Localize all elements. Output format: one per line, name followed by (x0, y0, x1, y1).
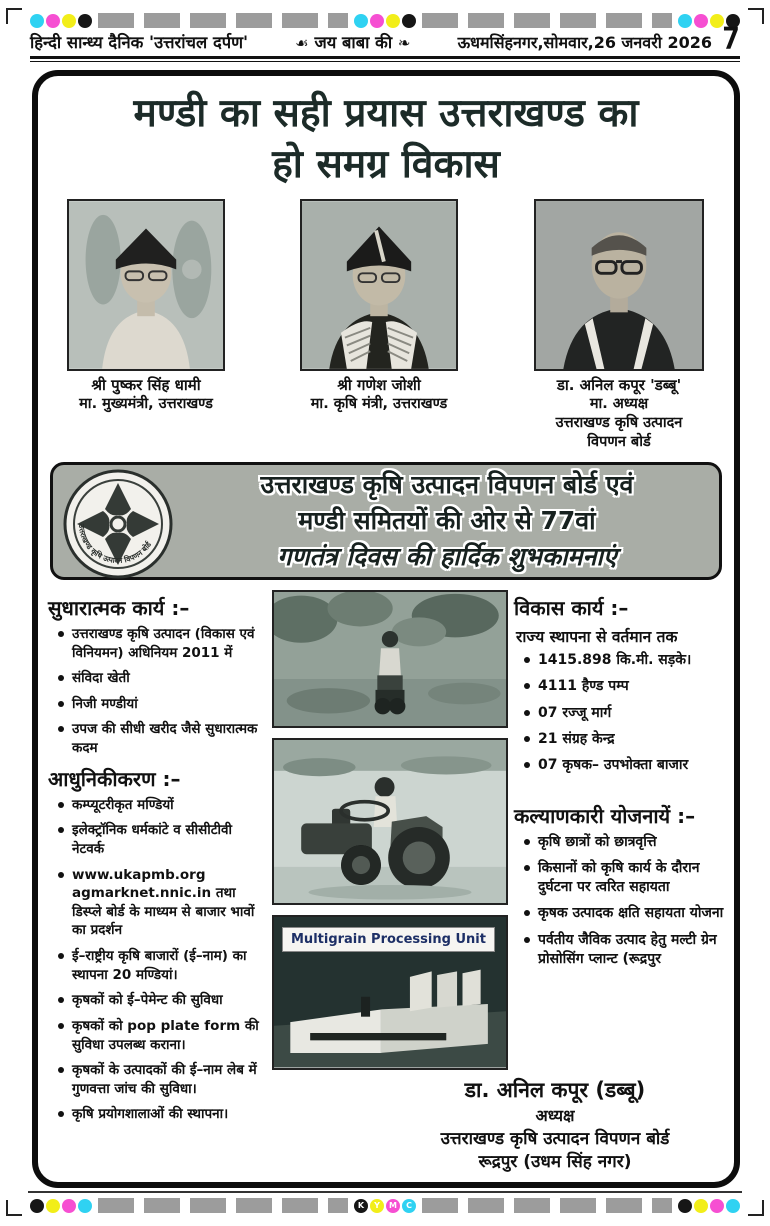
list-item: किसानों को कृषि कार्य के दौरान दुर्घटना पर त्वरित सहायता (524, 859, 724, 898)
list-item: कृषि छात्रों को छात्रवृत्ति (524, 833, 724, 852)
greeting-line-1: उत्तराखण्ड कृषि उत्पादन विपणन बोर्ड एवं (260, 470, 634, 500)
yellow-dot-icon (386, 14, 400, 28)
dignitary-title: मा. अध्यक्ष (589, 396, 649, 413)
modernization-heading: आधुनिकीकरण :– (48, 766, 181, 791)
tractor-paddy-photo (272, 738, 508, 905)
reform-list (58, 625, 266, 758)
magenta-dot-icon (370, 14, 384, 28)
headline-line-2: हो समग्र विकास (272, 142, 500, 188)
list-item: कृषक उत्पादक क्षति सहायता योजना (524, 904, 724, 923)
processing-unit-photo-frame (272, 915, 508, 1069)
list-item: 4111 हैण्ड पम्प (524, 677, 724, 696)
cyan-plate-dot-icon (402, 1199, 416, 1213)
list-item: कम्प्यूटरीकृत मण्डियों (58, 796, 266, 815)
list-item: उपज की सीधी खरीद जैसे सुधारात्मक कदम (58, 720, 266, 757)
page-number: 7 (721, 22, 740, 57)
development-list (524, 651, 724, 776)
signatory-name: डा. अनिल कपूर (डब्बू) (464, 1078, 646, 1102)
welfare-list (524, 833, 724, 970)
board-logo-icon (63, 469, 173, 579)
cyan-dot-icon (354, 14, 368, 28)
portrait-photo-cm (67, 199, 225, 371)
signatory-place: रूद्रपुर (उधम सिंह नगर) (478, 1152, 632, 1172)
plate-letter: Y (374, 1200, 380, 1210)
list-item: इलेक्ट्रॉनिक धर्मकांटे व सीसीटीवी नेटवर्क (58, 821, 266, 858)
portrait-photo-chairman (534, 199, 704, 371)
cropmark-top-left (6, 8, 22, 24)
list-item: निजी मण्डीयां (58, 695, 266, 714)
reform-heading: सुधारात्मक कार्य :– (48, 595, 190, 620)
list-item: संविदा खेती (58, 669, 266, 688)
logo-circular-text: उत्तराखण्ड कृषि उत्पादन विपणन बोर्ड (76, 523, 154, 566)
plate-letter: K (357, 1200, 365, 1210)
gray-calibration-bars (98, 13, 348, 28)
dignitary-title: मा. मुख्यमंत्री, उत्तराखण्ड (79, 396, 213, 413)
development-subheading: राज्य स्थापना से वर्तमान तक (516, 627, 678, 646)
kymc-dots (30, 1199, 92, 1213)
dignitary-name: डा. अनिल कपूर 'डब्बू' (556, 375, 682, 394)
modernization-list (58, 796, 266, 1124)
gray-calibration-bars (98, 1198, 348, 1213)
signatory-role: अध्यक्ष (535, 1106, 575, 1125)
greeting-banner (50, 462, 722, 580)
magenta-dot-icon (46, 14, 60, 28)
dignitary-title-3: विपणन बोर्ड (587, 434, 651, 451)
content-columns (48, 586, 724, 1131)
registration-strip-top (30, 12, 740, 29)
black-dot-icon (402, 14, 416, 28)
gray-calibration-bars (422, 1198, 672, 1213)
bird-ornament-icon: ❧ (397, 34, 411, 52)
registration-strip-bottom (30, 1197, 740, 1214)
signatory-organization: उत्तराखण्ड कृषि उत्पादन विपणन बोर्ड (440, 1129, 670, 1149)
dignitary-card (526, 199, 712, 452)
yellow-plate-dot-icon (370, 1199, 384, 1213)
dateline: ऊधमसिंहनगर,सोमवार,26 जनवरी 2026 (457, 33, 712, 52)
list-item: 1415.898 कि.मी. सड़के। (524, 651, 724, 670)
plate-letter: M (389, 1200, 397, 1210)
dignitary-row (48, 191, 724, 452)
cyan-dot-icon (678, 14, 692, 28)
dignitary-title-2: उत्तराखण्ड कृषि उत्पादन (555, 415, 683, 432)
masthead (30, 22, 740, 57)
dignitary-card (293, 199, 465, 452)
masthead-rule (30, 56, 740, 62)
cmyk-dots (30, 14, 92, 28)
cyan-dot-icon (78, 1199, 92, 1213)
list-item: कृषि प्रयोगशालाओं की स्थापना। (58, 1105, 266, 1124)
black-dot-icon (678, 1199, 692, 1213)
footer-rule (28, 1191, 742, 1193)
black-dot-icon (30, 1199, 44, 1213)
portrait-photo-agri-minister (300, 199, 458, 371)
cmyk-dots (354, 14, 416, 28)
bird-ornament-icon: ☙ (295, 34, 309, 52)
list-item: पर्वतीय जैविक उत्पाद हेतु मल्टी ग्रेन प्रोसोसिंग प्लान्ट (रूद्रपुर (524, 931, 724, 970)
motto (248, 30, 458, 53)
center-photo-column (272, 590, 508, 1131)
kymc-letter-dots (354, 1199, 416, 1213)
magenta-plate-dot-icon (386, 1199, 400, 1213)
right-column (514, 590, 724, 1131)
greeting-line-3: गणतंत्र दिवस की हार्दिक शुभकामनाएं (277, 541, 617, 571)
advertisement-frame (32, 70, 740, 1188)
cropmark-top-right (748, 8, 764, 24)
list-item: www.ukapmb.org agmarknet.nnic.in तथा डिस्प्ले बोर्ड के माध्यम से बाजार भावों का प्रदर्शन (58, 866, 266, 941)
dignitary-name: श्री गणेश जोशी (337, 375, 421, 394)
motto-text: जय बाबा की (314, 33, 393, 52)
cropmark-bottom-left (6, 1200, 22, 1216)
kymc-dots (678, 1199, 740, 1213)
field-tiller-photo (272, 590, 508, 728)
black-plate-dot-icon (354, 1199, 368, 1213)
dignitary-card (60, 199, 232, 452)
gray-calibration-bars (422, 13, 672, 28)
dignitary-title: मा. कृषि मंत्री, उत्तराखण्ड (310, 396, 448, 413)
cropmark-bottom-right (748, 1200, 764, 1216)
magenta-dot-icon (62, 1199, 76, 1213)
paper-name: हिन्दी सान्ध्य दैनिक 'उत्तरांचल दर्पण' (30, 33, 249, 52)
headline-line-1: मण्डी का सही प्रयास उत्तराखण्ड का (133, 91, 639, 136)
development-heading: विकास कार्य :– (514, 595, 629, 620)
photo-label: Multigrain Processing Unit (282, 927, 495, 952)
list-item: कृषकों के उत्पादकों की ई–नाम लेब में गुणवत्ता जांच की सुविधा। (58, 1061, 266, 1098)
magenta-dot-icon (694, 14, 708, 28)
signature-block (390, 1076, 720, 1172)
list-item: कृषकों को pop plate form की सुविधा उपलब्ध कराना। (58, 1017, 266, 1054)
black-dot-icon (78, 14, 92, 28)
plate-letter: C (406, 1200, 412, 1210)
list-item: उत्तराखण्ड कृषि उत्पादन (विकास एवं विनियमन) अधिनियम 2011 में (58, 625, 266, 662)
list-item: 07 कृषक– उपभोक्ता बाजार (524, 756, 724, 775)
list-item: ई–राष्ट्रीय कृषि बाजारों (ई–नाम) का स्थापना 20 मण्डियां। (58, 947, 266, 984)
magenta-dot-icon (710, 1199, 724, 1213)
yellow-dot-icon (694, 1199, 708, 1213)
yellow-dot-icon (46, 1199, 60, 1213)
list-item: 07 रज्जू मार्ग (524, 704, 724, 723)
cyan-dot-icon (726, 1199, 740, 1213)
left-column (48, 590, 266, 1131)
cyan-dot-icon (30, 14, 44, 28)
greeting-line-2: मण्डी समितयों की ओर से 77वां (298, 506, 596, 536)
yellow-dot-icon (62, 14, 76, 28)
dignitary-name: श्री पुष्कर सिंह धामी (91, 375, 201, 394)
welfare-heading: कल्याणकारी योजनायें :– (514, 803, 696, 828)
list-item: 21 संग्रह केन्द्र (524, 730, 724, 749)
list-item: कृषकों को ई–पेमेन्ट की सुविधा (58, 991, 266, 1010)
ad-headline (48, 88, 724, 191)
